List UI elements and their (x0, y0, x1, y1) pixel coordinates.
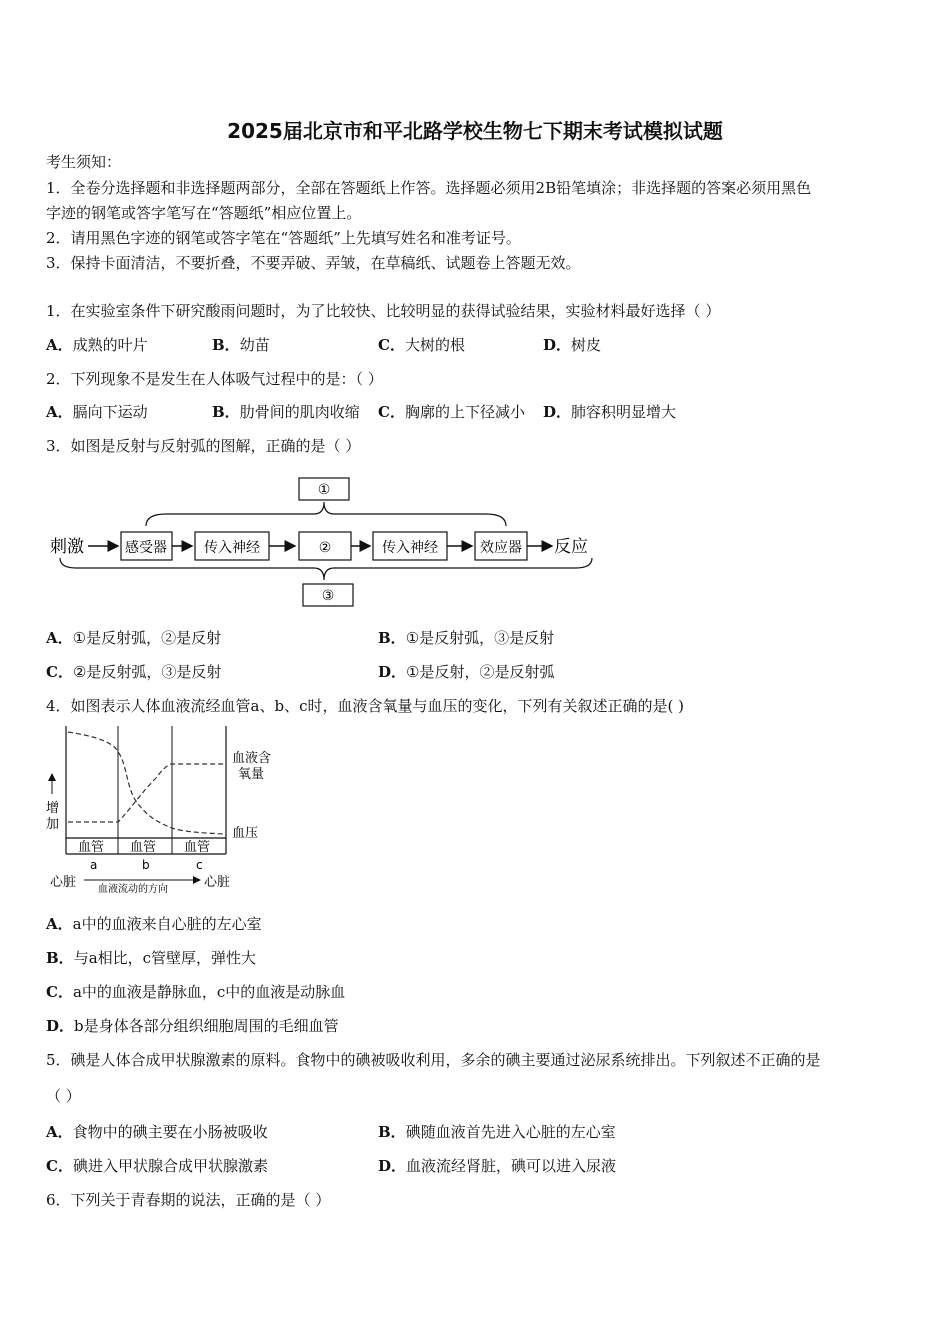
pressure-curve (68, 732, 224, 834)
q2-option-d[interactable]: D．肺容积明显增大 (543, 403, 677, 421)
oxygen-legend-2: 氧量 (238, 767, 265, 782)
q5-stem-cont: （ ） (46, 1087, 81, 1105)
notice-heading: 考生须知： (46, 153, 122, 171)
q4-option-c[interactable]: C．a中的血液是静脉血，c中的血液是动脉血 (46, 983, 346, 1001)
blood-vessel-figure (44, 722, 304, 896)
q4-option-b[interactable]: B．与a相比，c管壁厚，弹性大 (46, 949, 257, 967)
q6-stem: 6．下列关于青春期的说法，正确的是（ ） (46, 1191, 331, 1209)
q3-option-a[interactable]: A．①是反射弧，②是反射 (46, 629, 222, 647)
reflex-arc-diagram (46, 474, 606, 614)
afferent-label: 传入神经 (204, 540, 260, 556)
vessel-a-label: 血管 (78, 840, 105, 855)
y-label-1: 增 (46, 801, 60, 816)
q2-option-a[interactable]: A．膈向下运动 (46, 403, 148, 421)
q2-option-c[interactable]: C．胸廓的上下径减小 (378, 403, 525, 421)
heart-right: 心脏 (204, 875, 231, 890)
q3-option-c[interactable]: C．②是反射弧，③是反射 (46, 663, 222, 681)
bottom-box-label: ③ (321, 588, 335, 604)
response-label: 反应 (554, 537, 588, 557)
q1-stem: 1．在实验室条件下研究酸雨问题时，为了比较快、比较明显的获得试验结果，实验材料最好选择（ ） (46, 302, 721, 320)
q4-option-a[interactable]: A．a中的血液来自心脏的左心室 (46, 915, 262, 933)
receptor-label: 感受器 (125, 540, 167, 556)
q2-stem: 2．下列现象不是发生在人体吸气过程中的是：（ ） (46, 370, 383, 388)
efferent-label: 传入神经 (382, 540, 438, 556)
q5-option-d[interactable]: D．血液流经肾脏，碘可以进入尿液 (378, 1157, 617, 1175)
y-label-2: 加 (46, 817, 60, 832)
q5-option-c[interactable]: C．碘进入甲状腺合成甲状腺激素 (46, 1157, 268, 1175)
q1-option-c[interactable]: C．大树的根 (378, 336, 465, 354)
effector-label: 效应器 (480, 540, 522, 556)
notice-line: 3．保持卡面清洁，不要折叠，不要弄破、弄皱，在草稿纸、试题卷上答题无效。 (46, 254, 581, 272)
vessel-b: b (142, 858, 150, 872)
top-box-label: ① (317, 482, 331, 498)
stimulus-label: 刺激 (50, 537, 84, 557)
top-brace (146, 502, 506, 526)
q3-option-b[interactable]: B．①是反射弧，③是反射 (378, 629, 555, 647)
oxygen-legend-1: 血液含 (232, 751, 272, 766)
q2-option-b[interactable]: B．肋骨间的肌肉收缩 (212, 403, 360, 421)
q1-option-d[interactable]: D．树皮 (543, 336, 602, 354)
vessel-b-label: 血管 (130, 840, 157, 855)
flow-direction: 血液流动的方向 (98, 884, 168, 895)
q1-option-a[interactable]: A．成熟的叶片 (46, 336, 148, 354)
q3-option-d[interactable]: D．①是反射，②是反射弧 (378, 663, 555, 681)
vessel-c: c (196, 858, 203, 872)
bottom-brace (60, 558, 592, 580)
q4-option-d[interactable]: D．b是身体各部分组织细胞周围的毛细血管 (46, 1017, 339, 1035)
notice-line: 字迹的钢笔或答字笔写在“答题纸”相应位置上。 (46, 204, 362, 222)
vessel-a: a (90, 858, 98, 872)
q5-option-a[interactable]: A．食物中的碘主要在小肠被吸收 (46, 1123, 268, 1141)
q5-option-b[interactable]: B．碘随血液首先进入心脏的左心室 (378, 1123, 616, 1141)
center-label: ② (318, 540, 332, 556)
heart-left: 心脏 (50, 875, 77, 890)
q1-option-b[interactable]: B．幼苗 (212, 336, 270, 354)
notice-line: 1．全卷分选择题和非选择题两部分，全部在答题纸上作答。选择题必须用2B铅笔填涂；非选择题的答案必须用黑色 (46, 179, 812, 197)
page-title: 2025届北京市和平北路学校生物七下期末考试模拟试题 (227, 119, 723, 143)
q5-stem: 5．碘是人体合成甲状腺激素的原料。食物中的碘被吸收利用，多余的碘主要通过泌尿系统排出。下列叙述不正确的是 (46, 1051, 821, 1069)
notice-line: 2．请用黑色字迹的钢笔或答字笔在“答题纸”上先填写姓名和准考证号。 (46, 229, 521, 247)
q3-stem: 3．如图是反射与反射弧的图解，正确的是（ ） (46, 437, 361, 455)
pressure-legend: 血压 (232, 826, 259, 841)
vessel-c-label: 血管 (184, 840, 211, 855)
q4-stem: 4．如图表示人体血液流经血管a、b、c时，血液含氧量与血压的变化，下列有关叙述正确的是( ) (46, 697, 684, 715)
